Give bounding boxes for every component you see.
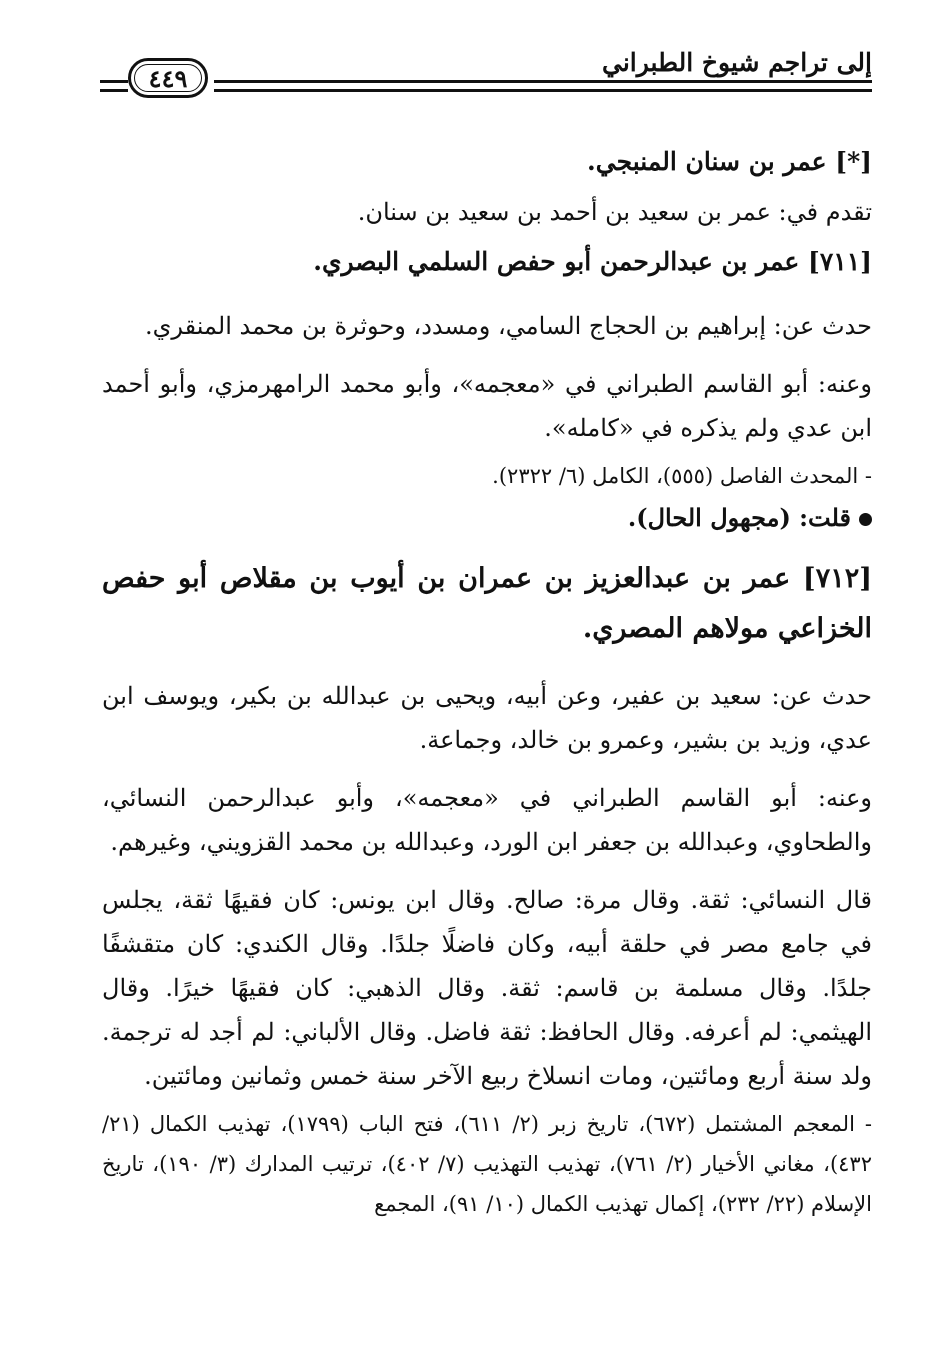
narrators-paragraph: وعنه: أبو القاسم الطبراني في «معجمه»، وأبو عبدالرحمن النسائي، والطحاوي، وعبدالله بن جعفر ابن الورد، وعبدالله بن محمد القزويني، وغيرهم. xyxy=(102,784,872,856)
references-line: - المحدث الفاصل (٥٥٥)، الكامل (٦/ ٢٣٢٢). xyxy=(492,464,872,488)
narrated-from-paragraph: حدث عن: سعيد بن عفير، وعن أبيه، ويحيى بن عبدالله بن بكير، ويوسف ابن عدي، وزيد بن بشير، وعمرو بن خالد، وجماعة. xyxy=(102,682,872,754)
entry-heading: [٧١٢] عمر بن عبدالعزيز بن عمران بن أيوب بن مقلاص أبو حفص الخزاعي مولاهم المصري. xyxy=(102,563,872,644)
page-number-badge xyxy=(128,58,208,98)
header-rule-left-top xyxy=(100,80,128,83)
cross-reference-note: تقدم في: عمر بن سعيد بن أحمد بن سعيد بن سنان. xyxy=(357,198,872,226)
page-number: ٤٤٩ xyxy=(148,63,188,93)
narrators-paragraph: وعنه: أبو القاسم الطبراني في «معجمه»، وأبو محمد الرامهرمزي، وأبو أحمد ابن عدي ولم يذكره في «كامله». xyxy=(102,370,872,442)
critics-sayings-paragraph: قال النسائي: ثقة. وقال مرة: صالح. وقال ابن يونس: كان فقيهًا ثقة، يجلس في جامع مصر في حلقة أبيه، وكان فاضلًا جلدًا. وقال الكندي: كان متقشفًا جلدًا. وقال مسلمة بن قاسم: ثقة. وقال الذهبي: كان فقيهًا خيرًا. وقال الهيثمي: لم أعرفه. وقال الحافظ: ثقة فاضل. وقال الألباني: لم أجد له ترجمة. ولد سنة أربع ومائتين، ومات انسلاخ ربيع الآخر سنة خمس وثمانين ومائتين. xyxy=(102,886,872,1090)
page-content xyxy=(102,140,872,1224)
verdict-text: قلت: (مجهول الحال). xyxy=(627,503,851,532)
bullet-icon xyxy=(859,513,872,526)
header-rule-top xyxy=(214,80,872,83)
entry-heading: [*] عمر بن سنان المنبجي. xyxy=(587,147,872,176)
header-rule-left-bottom xyxy=(100,89,128,92)
verdict-line xyxy=(102,496,872,540)
narrated-from-paragraph: حدث عن: إبراهيم بن الحجاج السامي، ومسدد، وحوثرة بن محمد المنقري. xyxy=(144,312,872,340)
entry-heading: [٧١١] عمر بن عبدالرحمن أبو حفص السلمي البصري. xyxy=(313,247,872,276)
header-rule-bottom xyxy=(214,89,872,92)
running-title: إلى تراجم شيوخ الطبراني xyxy=(602,48,872,77)
references-paragraph: - المعجم المشتمل (٦٧٢)، تاريخ زبر (٢/ ٦١١)، فتح الباب (١٧٩٩)، تهذيب الكمال (٢١/ ٤٣٢)، مغاني الأخيار (٢/ ٧٦١)، تهذيب التهذيب (٧/ ٤٠٢)، ترتيب المدارك (٣/ ١٩٠)، تاريخ الإسلام (٢٢/ ٢٣٢)، إكمال تهذيب الكمال (١٠/ ٩١)، المجمع xyxy=(102,1112,873,1216)
